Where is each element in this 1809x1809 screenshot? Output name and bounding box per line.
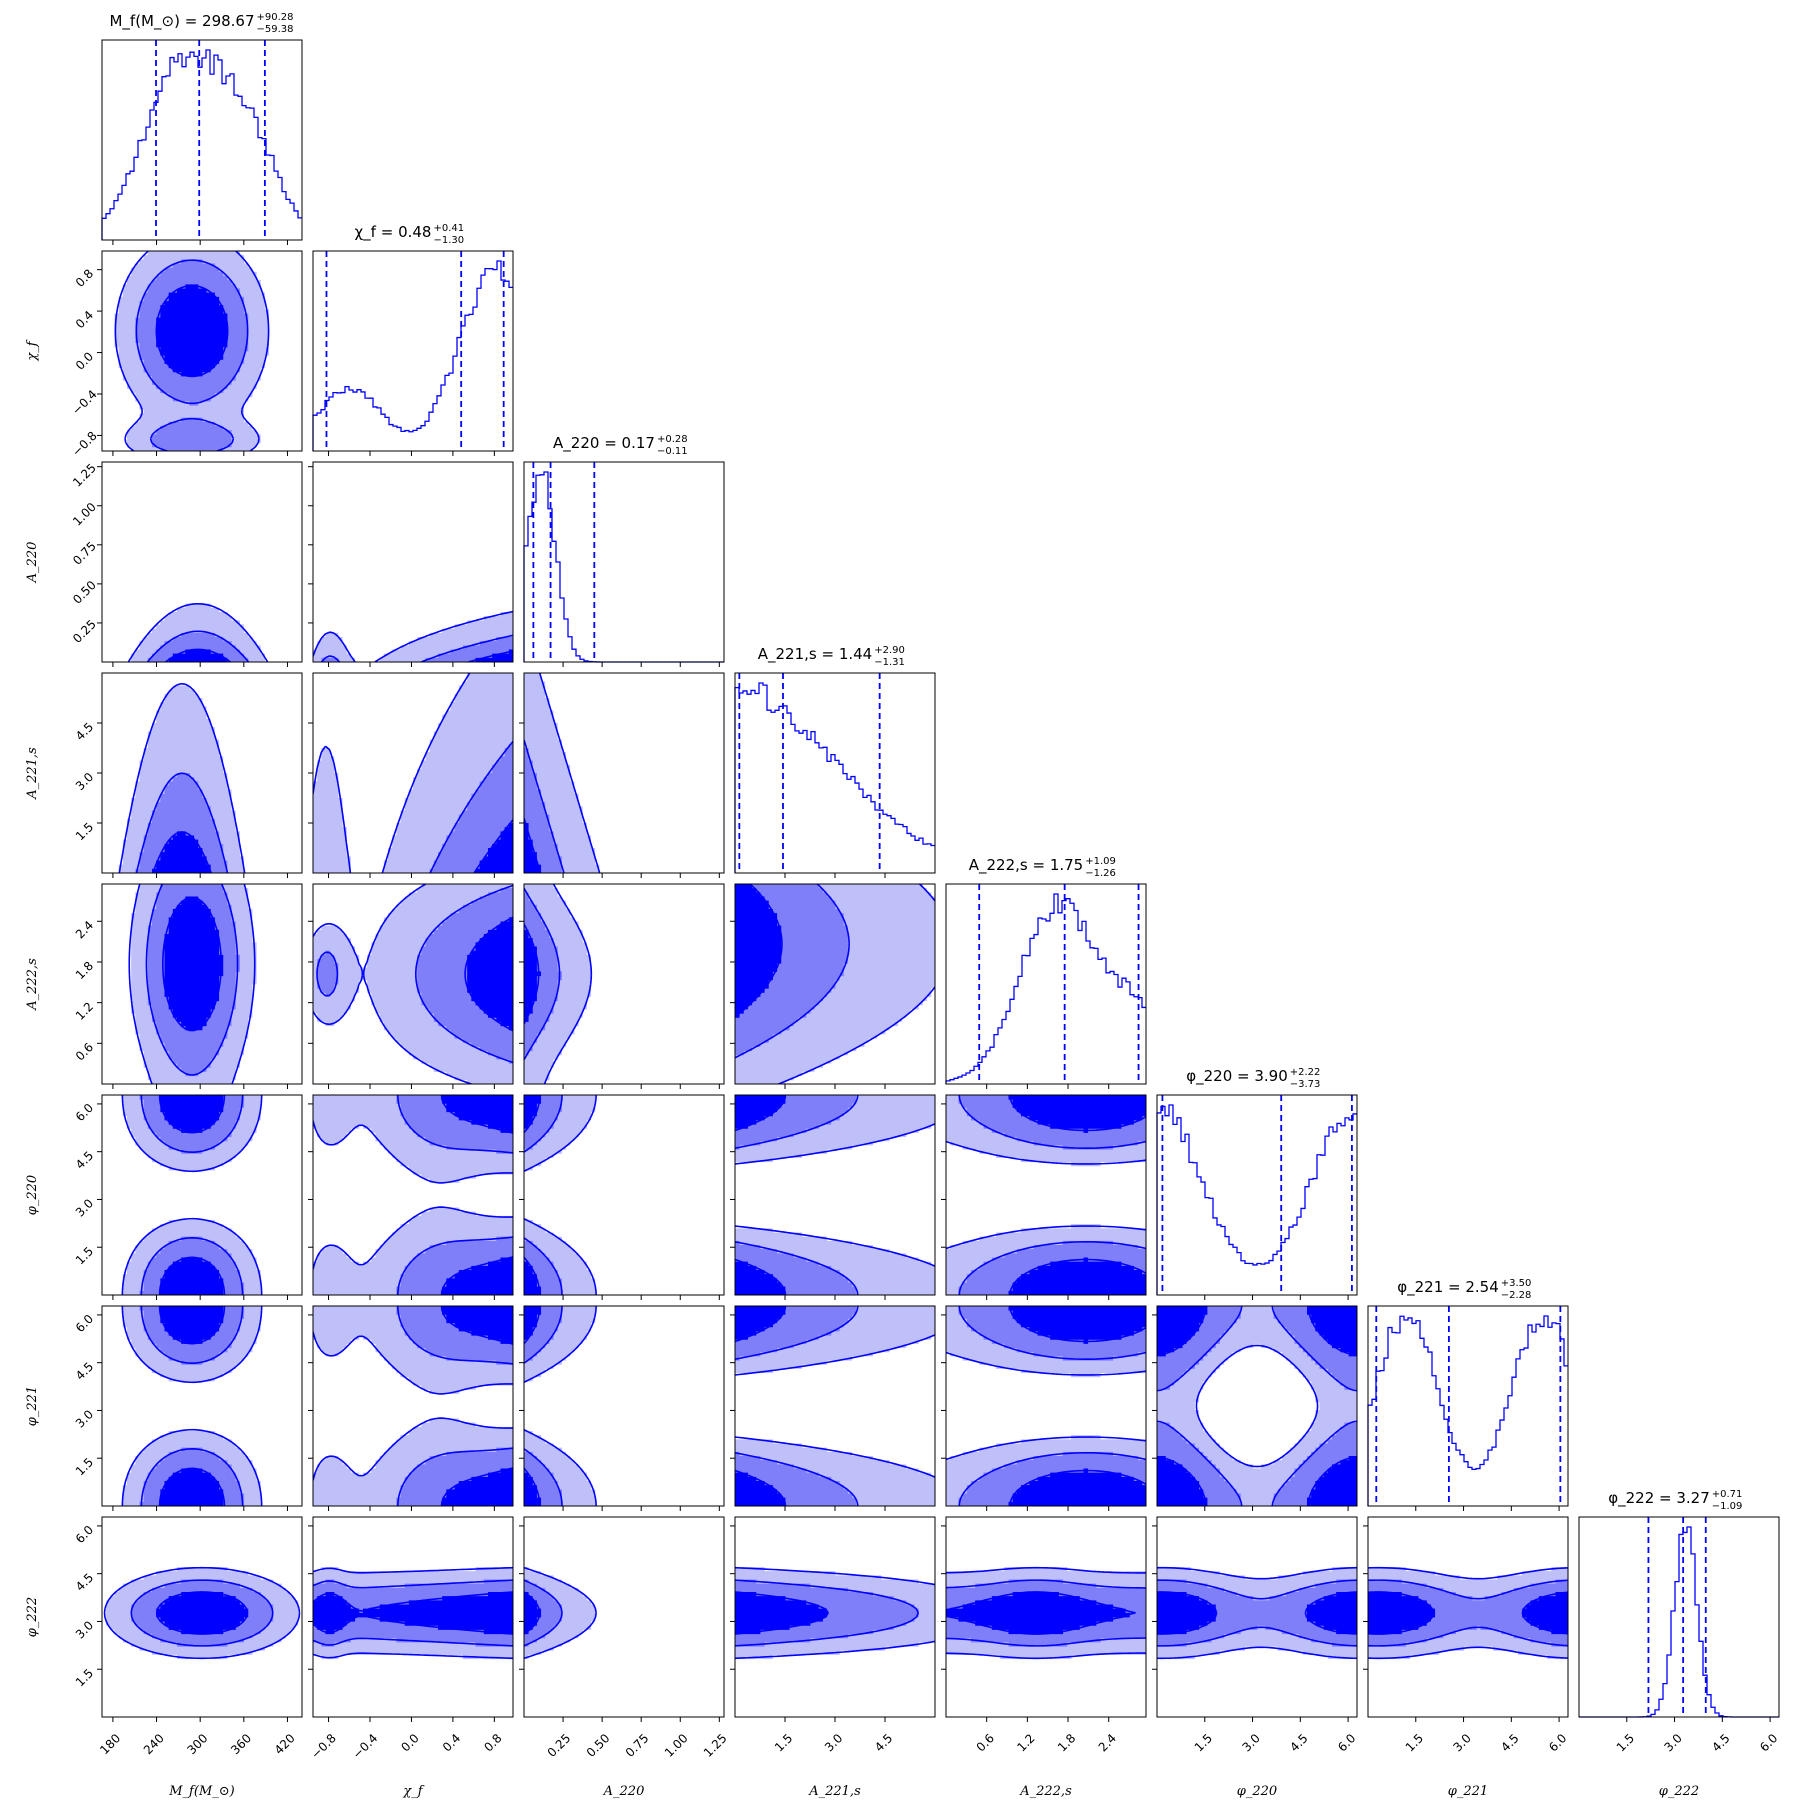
y-tick-label: 3.0 — [72, 1407, 97, 1431]
x-axis-label: φ_222 — [1658, 1784, 1700, 1799]
panel-1-4 — [313, 884, 513, 1084]
y-tick-label: 6.0 — [72, 1311, 97, 1336]
x-tick-label: −0.4 — [349, 1731, 381, 1762]
y-tick-label: 0.25 — [70, 617, 99, 646]
panel-2-7 — [524, 1517, 724, 1717]
hist-panel-0 — [102, 12, 302, 240]
x-tick-label: 6.0 — [1546, 1731, 1570, 1755]
panel-5-6 — [1157, 1306, 1357, 1506]
hist-panel-1 — [313, 223, 513, 451]
panel-4-7 — [946, 1517, 1146, 1717]
y-tick-label: 0.4 — [72, 307, 97, 332]
hist-title-plus: +2.22 — [1289, 1067, 1321, 1078]
panel-3-7 — [735, 1517, 935, 1717]
y-tick-label: 1.5 — [72, 1666, 97, 1690]
panel-0-1 — [102, 251, 302, 451]
panel-2-6 — [524, 1306, 724, 1506]
hist-title: φ_222 = 3.27 — [1608, 1489, 1710, 1507]
x-tick-label: 6.0 — [1335, 1731, 1359, 1755]
hist-title: A_220 = 0.17 — [553, 434, 655, 452]
hist-panel-6 — [1368, 1278, 1568, 1506]
hist-panel-2 — [524, 434, 724, 662]
x-tick-label: 1.8 — [1054, 1731, 1079, 1755]
panel-2-3 — [524, 673, 724, 873]
x-tick-label: 240 — [140, 1731, 167, 1758]
x-tick-label: 4.5 — [1498, 1731, 1522, 1755]
panel-4-5 — [946, 1095, 1146, 1295]
y-tick-label: 1.5 — [72, 819, 97, 844]
y-tick-label: 1.25 — [70, 460, 99, 490]
y-tick-label: 0.0 — [72, 349, 97, 373]
hist-title: A_222,s = 1.75 — [968, 856, 1084, 874]
x-axis-label: M_f(M_⊙) — [169, 1784, 235, 1799]
y-tick-label: 4.5 — [72, 1148, 97, 1172]
x-axis-label: A_222,s — [1020, 1784, 1072, 1799]
panel-3-6 — [735, 1306, 935, 1506]
y-tick-label: 3.0 — [72, 1196, 97, 1220]
hist-panel-5 — [1157, 1067, 1357, 1295]
y-tick-label: 4.5 — [72, 719, 97, 744]
hist-panel-7 — [1579, 1489, 1779, 1717]
x-tick-label: 1.5 — [1613, 1731, 1638, 1755]
hist-title: M_f(M_⊙) = 298.67 — [109, 12, 255, 30]
x-tick-label: 0.75 — [622, 1731, 652, 1760]
x-tick-label: 2.4 — [1095, 1731, 1120, 1755]
hist-title-plus: +3.50 — [1500, 1278, 1532, 1289]
histogram-steps — [735, 683, 935, 873]
x-tick-label: 300 — [184, 1731, 211, 1758]
hist-title-minus: −59.38 — [256, 24, 294, 35]
y-tick-label: 1.5 — [72, 1455, 97, 1479]
x-tick-label: 6.0 — [1757, 1731, 1781, 1755]
panel-frame — [313, 251, 513, 451]
hist-title-minus: −1.30 — [433, 235, 465, 246]
x-axis-label: φ_221 — [1447, 1784, 1489, 1799]
hist-title-minus: −1.31 — [874, 657, 905, 668]
panel-0-2 — [102, 462, 302, 662]
y-axis-label: φ_220 — [25, 1174, 40, 1216]
x-axis-label: A_221,s — [809, 1784, 861, 1799]
panel-0-5 — [102, 1095, 302, 1295]
x-tick-label: 0.0 — [398, 1731, 422, 1755]
y-axis-label: A_222,s — [25, 958, 40, 1010]
panel-6-7 — [1368, 1517, 1568, 1717]
histogram-steps — [313, 261, 513, 451]
histogram-steps — [946, 894, 1146, 1084]
x-tick-label: 4.5 — [1287, 1731, 1311, 1755]
y-tick-label: 0.50 — [70, 577, 99, 607]
hist-title-plus: +0.41 — [433, 223, 465, 234]
histogram-steps — [1368, 1316, 1568, 1506]
y-tick-label: 4.5 — [72, 1359, 97, 1383]
x-tick-label: 1.5 — [1402, 1731, 1427, 1755]
x-tick-label: 0.25 — [544, 1731, 574, 1760]
x-tick-label: 0.6 — [973, 1731, 998, 1755]
panel-1-7 — [313, 1517, 513, 1717]
y-tick-label: 1.00 — [70, 499, 99, 529]
panel-1-3 — [313, 673, 513, 873]
hist-title-minus: −1.26 — [1085, 868, 1116, 879]
x-tick-label: 1.5 — [771, 1731, 796, 1755]
hist-title-minus: −1.09 — [1711, 1501, 1743, 1512]
hist-panel-4 — [946, 856, 1146, 1084]
y-axis-label: A_221,s — [25, 747, 40, 799]
y-tick-label: 6.0 — [72, 1522, 97, 1547]
x-tick-label: 4.5 — [871, 1731, 896, 1755]
panel-frame — [946, 884, 1146, 1084]
x-tick-label: 3.0 — [1450, 1731, 1474, 1755]
x-tick-label: 3.0 — [1661, 1731, 1685, 1755]
x-tick-label: 0.50 — [583, 1731, 613, 1760]
y-tick-label: 2.4 — [72, 918, 97, 942]
x-tick-label: 360 — [228, 1731, 255, 1758]
hist-title-plus: +0.71 — [1711, 1489, 1743, 1500]
hist-title-plus: +0.28 — [656, 434, 688, 445]
x-tick-label: 3.0 — [821, 1731, 846, 1755]
hist-title: χ_f = 0.48 — [354, 223, 432, 241]
x-tick-label: 1.2 — [1014, 1731, 1038, 1755]
y-axis-label: φ_222 — [25, 1596, 40, 1638]
panel-1-2 — [313, 462, 513, 662]
hist-panel-3 — [735, 645, 935, 873]
hist-title: φ_220 = 3.90 — [1186, 1067, 1288, 1085]
y-tick-label: 1.5 — [72, 1244, 97, 1268]
hist-title: φ_221 = 2.54 — [1397, 1278, 1499, 1296]
y-tick-label: 3.0 — [72, 769, 97, 794]
hist-title-plus: +1.09 — [1085, 856, 1116, 867]
histogram-steps — [1157, 1105, 1357, 1295]
panel-frame — [524, 462, 724, 662]
panel-0-6 — [102, 1306, 302, 1506]
x-tick-label: 3.0 — [1239, 1731, 1263, 1755]
panel-1-5 — [313, 1095, 513, 1295]
x-tick-label: 1.25 — [700, 1731, 730, 1760]
panel-4-6 — [946, 1306, 1146, 1506]
hist-title-plus: +2.90 — [874, 645, 905, 656]
panel-5-7 — [1157, 1517, 1357, 1717]
x-tick-label: 0.4 — [439, 1731, 464, 1755]
hist-title-minus: −2.28 — [1500, 1290, 1532, 1301]
y-tick-label: 6.0 — [72, 1100, 97, 1125]
panel-0-7 — [102, 1517, 302, 1717]
y-tick-label: −0.4 — [69, 387, 100, 418]
x-axis-label: χ_f — [403, 1784, 423, 1799]
y-tick-label: 4.5 — [72, 1570, 97, 1594]
histogram-steps — [1579, 1527, 1779, 1717]
x-axis-label: φ_220 — [1236, 1784, 1278, 1799]
x-tick-label: 1.5 — [1191, 1731, 1216, 1755]
panel-0-3 — [102, 673, 302, 873]
panel-frame — [102, 40, 302, 240]
y-axis-label: φ_221 — [25, 1385, 40, 1427]
x-tick-label: 4.5 — [1709, 1731, 1733, 1755]
y-tick-label: 3.0 — [72, 1618, 97, 1642]
y-tick-label: 1.2 — [72, 999, 97, 1023]
hist-title: A_221,s = 1.44 — [757, 645, 873, 663]
x-tick-label: 420 — [271, 1731, 298, 1758]
panel-3-4 — [735, 884, 935, 1084]
y-tick-label: −0.8 — [69, 428, 100, 460]
x-axis-label: A_220 — [603, 1784, 645, 1799]
y-tick-label: 0.6 — [72, 1040, 97, 1064]
panel-0-4 — [102, 884, 302, 1084]
panel-frame — [735, 673, 935, 873]
x-tick-label: 180 — [97, 1731, 124, 1758]
x-tick-label: 0.8 — [481, 1731, 505, 1755]
y-tick-label: 1.8 — [72, 958, 97, 983]
hist-title-minus: −0.11 — [656, 446, 688, 457]
hist-title-plus: +90.28 — [256, 12, 294, 23]
panel-frame — [1368, 1306, 1568, 1506]
hist-title-minus: −3.73 — [1289, 1079, 1321, 1090]
y-axis-label: χ_f — [25, 341, 40, 361]
panel-3-5 — [735, 1095, 935, 1295]
panel-2-4 — [524, 884, 724, 1084]
histogram-steps — [102, 50, 302, 240]
panel-2-5 — [524, 1095, 724, 1295]
y-tick-label: 0.8 — [72, 266, 97, 290]
y-tick-label: 0.75 — [70, 538, 99, 568]
x-tick-label: −0.8 — [308, 1731, 339, 1762]
histogram-steps — [524, 472, 724, 662]
x-tick-label: 1.00 — [661, 1731, 691, 1760]
panel-1-6 — [313, 1306, 513, 1506]
y-axis-label: A_220 — [25, 541, 40, 583]
